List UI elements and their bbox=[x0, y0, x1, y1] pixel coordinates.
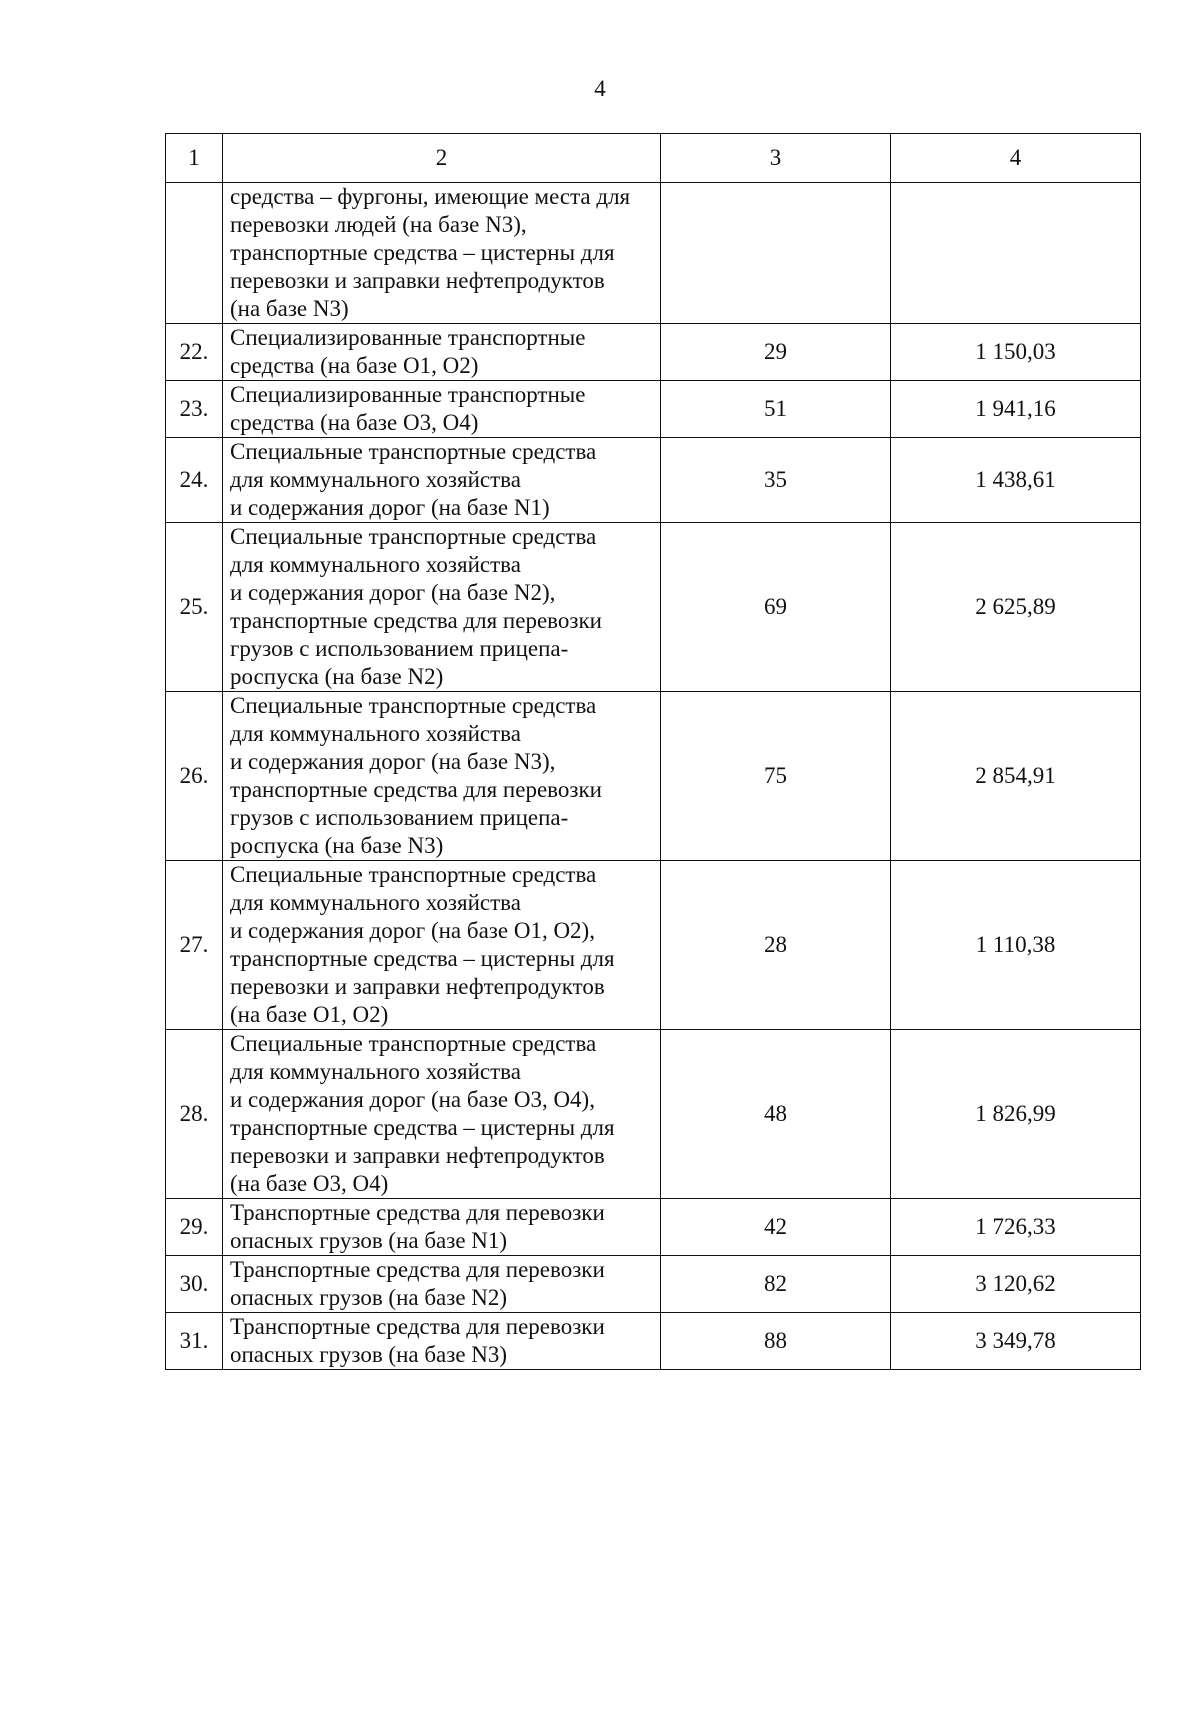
row-description bbox=[223, 324, 661, 381]
row-number bbox=[166, 183, 223, 324]
row-value-col4: 3 349,78 bbox=[891, 1313, 1141, 1370]
description-line: перевозки людей (на базе N3), bbox=[230, 212, 527, 237]
description-line: и содержания дорог (на базе O3, O4), bbox=[230, 1087, 595, 1112]
row-description bbox=[223, 1030, 661, 1199]
row-number: 30. bbox=[166, 1256, 223, 1313]
row-number: 25. bbox=[166, 523, 223, 692]
row-number: 24. bbox=[166, 438, 223, 523]
row-description bbox=[223, 692, 661, 861]
row-value-col4: 1 726,33 bbox=[891, 1199, 1141, 1256]
row-description bbox=[223, 861, 661, 1030]
description-line: транспортные средства – цистерны для bbox=[230, 1115, 615, 1140]
row-value-col4: 1 826,99 bbox=[891, 1030, 1141, 1199]
row-description bbox=[223, 381, 661, 438]
description-line: Специальные транспортные средства bbox=[230, 439, 597, 464]
description-line: транспортные средства – цистерны для bbox=[230, 946, 615, 971]
description-line: для коммунального хозяйства bbox=[230, 890, 521, 915]
row-number: 22. bbox=[166, 324, 223, 381]
row-value-col3: 69 bbox=[661, 523, 891, 692]
row-description bbox=[223, 183, 661, 324]
row-value-col3: 42 bbox=[661, 1199, 891, 1256]
description-line: Специальные транспортные средства bbox=[230, 693, 597, 718]
description-line: средства – фургоны, имеющие места для bbox=[230, 184, 631, 209]
description-line: грузов с использованием прицепа- bbox=[230, 805, 569, 830]
row-description bbox=[223, 1199, 661, 1256]
table-row bbox=[166, 438, 1141, 523]
description-line: Транспортные средства для перевозки bbox=[230, 1314, 605, 1339]
column-header-2: 2 bbox=[223, 134, 661, 183]
row-value-col4: 1 150,03 bbox=[891, 324, 1141, 381]
description-line: опасных грузов (на базе N1) bbox=[230, 1228, 508, 1253]
description-line: Специальные транспортные средства bbox=[230, 1031, 597, 1056]
description-line: (на базе O3, O4) bbox=[230, 1171, 389, 1196]
row-number: 23. bbox=[166, 381, 223, 438]
column-header-3: 3 bbox=[661, 134, 891, 183]
table-row bbox=[166, 692, 1141, 861]
description-line: средства (на базе O1, O2) bbox=[230, 353, 479, 378]
description-line: транспортные средства для перевозки bbox=[230, 608, 602, 633]
description-line: Транспортные средства для перевозки bbox=[230, 1200, 605, 1225]
row-value-col4: 2 625,89 bbox=[891, 523, 1141, 692]
description-line: грузов с использованием прицепа- bbox=[230, 636, 569, 661]
column-header-1: 1 bbox=[166, 134, 223, 183]
row-value-col3: 82 bbox=[661, 1256, 891, 1313]
description-line: для коммунального хозяйства bbox=[230, 467, 521, 492]
description-line: Специализированные транспортные bbox=[230, 382, 586, 407]
row-number: 29. bbox=[166, 1199, 223, 1256]
description-line: транспортные средства для перевозки bbox=[230, 777, 602, 802]
column-header-4: 4 bbox=[891, 134, 1141, 183]
vehicle-table bbox=[165, 133, 1141, 1370]
description-line: (на базе O1, O2) bbox=[230, 1002, 389, 1027]
table-row bbox=[166, 183, 1141, 324]
description-line: (на базе N3) bbox=[230, 296, 349, 321]
row-value-col3: 29 bbox=[661, 324, 891, 381]
description-line: опасных грузов (на базе N3) bbox=[230, 1342, 508, 1367]
table-row bbox=[166, 381, 1141, 438]
table-row bbox=[166, 1199, 1141, 1256]
row-value-col4: 1 110,38 bbox=[891, 861, 1141, 1030]
row-value-col4: 2 854,91 bbox=[891, 692, 1141, 861]
table-body bbox=[166, 183, 1141, 1370]
description-line: перевозки и заправки нефтепродуктов bbox=[230, 974, 605, 999]
row-description bbox=[223, 1313, 661, 1370]
description-line: роспуска (на базе N2) bbox=[230, 664, 444, 689]
table-row bbox=[166, 1030, 1141, 1199]
description-line: роспуска (на базе N3) bbox=[230, 833, 444, 858]
row-value-col3 bbox=[661, 183, 891, 324]
row-value-col4: 3 120,62 bbox=[891, 1256, 1141, 1313]
row-description bbox=[223, 1256, 661, 1313]
description-line: Специальные транспортные средства bbox=[230, 524, 597, 549]
description-line: Специальные транспортные средства bbox=[230, 862, 597, 887]
description-line: и содержания дорог (на базе N3), bbox=[230, 749, 556, 774]
description-line: транспортные средства – цистерны для bbox=[230, 240, 615, 265]
row-number: 28. bbox=[166, 1030, 223, 1199]
table-row bbox=[166, 1256, 1141, 1313]
row-value-col3: 35 bbox=[661, 438, 891, 523]
description-line: Специализированные транспортные bbox=[230, 325, 586, 350]
description-line: для коммунального хозяйства bbox=[230, 552, 521, 577]
table-row bbox=[166, 523, 1141, 692]
description-line: Транспортные средства для перевозки bbox=[230, 1257, 605, 1282]
description-line: и содержания дорог (на базе N1) bbox=[230, 495, 550, 520]
description-line: для коммунального хозяйства bbox=[230, 721, 521, 746]
row-value-col4: 1 941,16 bbox=[891, 381, 1141, 438]
description-line: для коммунального хозяйства bbox=[230, 1059, 521, 1084]
table-header-row bbox=[166, 134, 1141, 183]
row-value-col3: 28 bbox=[661, 861, 891, 1030]
table-row bbox=[166, 324, 1141, 381]
description-line: и содержания дорог (на базе O1, O2), bbox=[230, 918, 595, 943]
row-description bbox=[223, 523, 661, 692]
row-value-col3: 75 bbox=[661, 692, 891, 861]
description-line: средства (на базе O3, O4) bbox=[230, 410, 479, 435]
description-line: перевозки и заправки нефтепродуктов bbox=[230, 268, 605, 293]
row-value-col4: 1 438,61 bbox=[891, 438, 1141, 523]
row-number: 27. bbox=[166, 861, 223, 1030]
table-row bbox=[166, 1313, 1141, 1370]
description-line: перевозки и заправки нефтепродуктов bbox=[230, 1143, 605, 1168]
description-line: опасных грузов (на базе N2) bbox=[230, 1285, 508, 1310]
page-number: 4 bbox=[594, 76, 606, 101]
row-value-col3: 48 bbox=[661, 1030, 891, 1199]
row-description bbox=[223, 438, 661, 523]
description-line: и содержания дорог (на базе N2), bbox=[230, 580, 556, 605]
row-number: 26. bbox=[166, 692, 223, 861]
row-value-col3: 88 bbox=[661, 1313, 891, 1370]
table-row bbox=[166, 861, 1141, 1030]
row-value-col4 bbox=[891, 183, 1141, 324]
row-value-col3: 51 bbox=[661, 381, 891, 438]
row-number: 31. bbox=[166, 1313, 223, 1370]
